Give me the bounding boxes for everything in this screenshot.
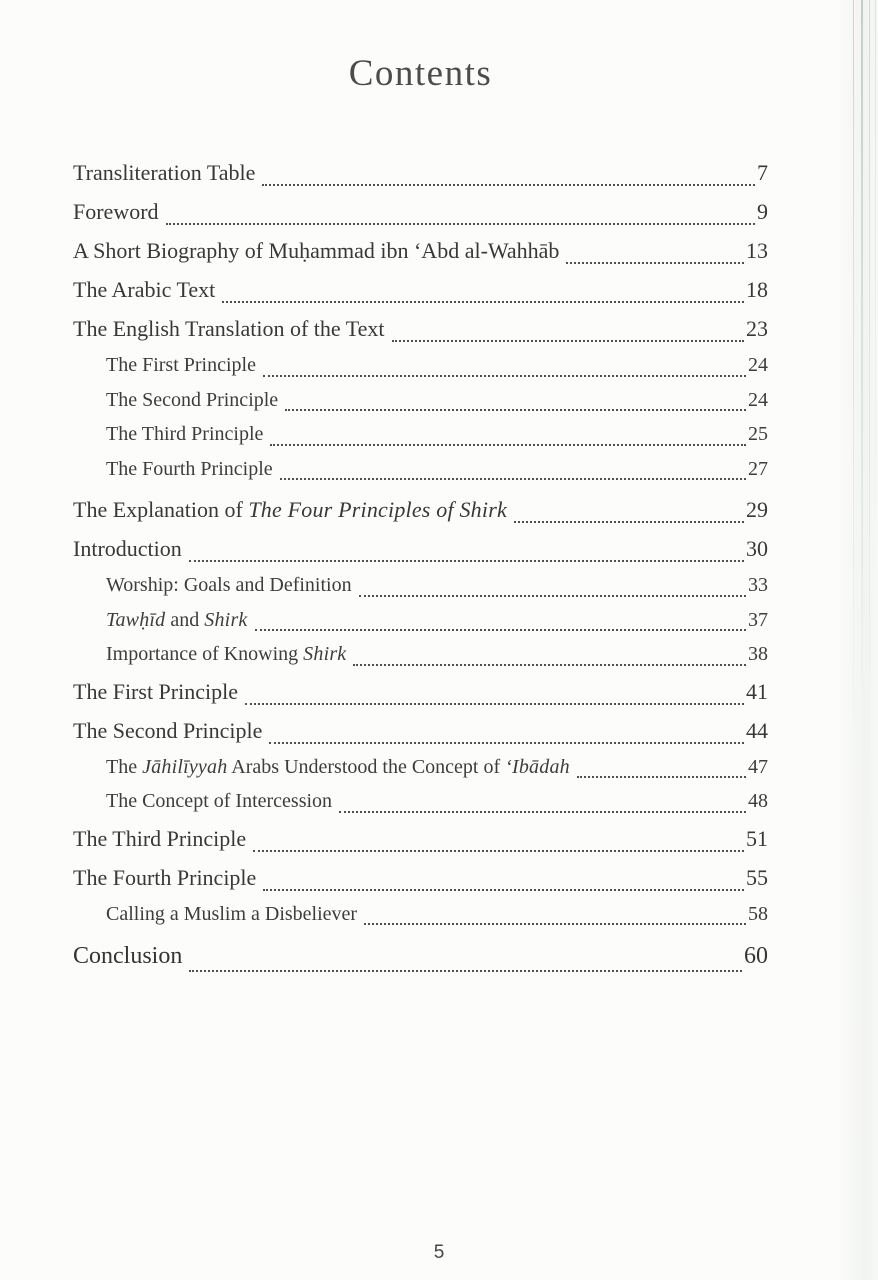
dot-leader: [566, 262, 744, 264]
toc-entry-page: 47: [748, 755, 768, 778]
dot-leader: [263, 375, 746, 377]
toc-entry-page: 29: [746, 497, 768, 522]
toc-entry-title: [73, 711, 262, 750]
toc-entry-page: 37: [748, 608, 768, 631]
toc-entry: [73, 750, 768, 785]
toc-entry-page: 27: [748, 457, 768, 480]
dot-leader: [339, 811, 746, 813]
toc-entry-title: [73, 231, 559, 270]
dot-leader: [253, 850, 744, 852]
page-edge-line: [875, 0, 876, 640]
toc-entry-title: [106, 784, 332, 819]
toc-entry-page: 24: [748, 388, 768, 411]
toc-title-segment: The Second Principle: [73, 717, 263, 743]
dot-leader: [353, 664, 746, 666]
toc-title-segment: and: [165, 608, 205, 631]
toc-entry: [73, 192, 768, 231]
toc-title-segment: The Third Principle: [106, 423, 264, 445]
toc-title-segment: Foreword: [73, 199, 159, 224]
toc-title-italic-segment: Jāhilīyyah: [142, 755, 228, 778]
toc-title-segment: The Fourth Principle: [106, 457, 273, 480]
page-edge-line: [869, 0, 871, 880]
toc-entry-title: [106, 383, 278, 418]
toc-entry: [73, 935, 768, 978]
dot-leader: [269, 742, 744, 744]
dot-leader: [270, 444, 746, 446]
toc-entry-page: 24: [748, 354, 768, 376]
dot-leader: [577, 776, 746, 778]
toc-entry: [73, 784, 768, 819]
toc-entry: [73, 153, 768, 192]
toc-title-italic-segment: Shirk: [303, 643, 347, 665]
toc-title-segment: The First Principle: [106, 354, 256, 376]
dot-leader: [245, 703, 744, 705]
toc-entry-page: 55: [746, 864, 768, 890]
toc-entry-title: [106, 637, 346, 672]
toc-entry: [73, 452, 768, 487]
toc-entry: [73, 417, 768, 452]
toc-entry: [73, 672, 768, 711]
dot-leader: [189, 970, 742, 972]
dot-leader: [255, 629, 747, 631]
toc-entry-title: [73, 192, 159, 231]
toc-entry: [73, 568, 768, 603]
toc-entry-title: [106, 348, 256, 383]
toc-title-segment: The Third Principle: [73, 825, 247, 851]
toc-title-segment: Introduction: [73, 536, 182, 561]
toc-entry-page: 38: [748, 643, 768, 665]
toc-title-italic-segment: The Four Principles of Shirk: [248, 497, 507, 522]
page-title: Contents: [348, 53, 493, 94]
toc-entry-title: [106, 417, 263, 452]
toc-entry-page: 51: [746, 825, 768, 851]
toc-entry-page: 48: [748, 790, 768, 812]
toc-entry-title: [106, 603, 248, 638]
toc-title-italic-segment: Shirk: [204, 608, 248, 631]
toc-title-segment: The Arabic Text: [73, 277, 216, 302]
toc-entry: [73, 270, 768, 309]
toc-title-segment: The First Principle: [73, 678, 238, 704]
toc-title-segment: A Short Biography of Muḥammad ibn ʻAbd al-Wahhāb: [73, 238, 560, 263]
toc-entry-page: 30: [746, 536, 768, 561]
toc-title-segment: The: [106, 755, 143, 778]
toc-entry-page: 25: [748, 423, 768, 445]
dot-leader: [359, 595, 746, 597]
toc-title-segment: Arabs Understood the Concept of: [227, 755, 506, 778]
toc-entry: [73, 490, 768, 529]
toc-entry-page: 18: [746, 277, 768, 302]
toc-entry-page: 9: [757, 199, 768, 224]
toc-entry-page: 23: [746, 316, 768, 341]
dot-leader: [263, 889, 744, 891]
toc-title-segment: The English Translation of the Text: [73, 316, 385, 341]
table-of-contents: [73, 153, 768, 978]
toc-entry-title: [73, 858, 256, 897]
toc-title-segment: Transliteration Table: [73, 160, 256, 185]
toc-entry-title: [73, 309, 385, 348]
toc-entry: [73, 309, 768, 348]
toc-title-italic-segment: Tawḥīd: [106, 608, 166, 631]
toc-entry-title: [73, 490, 507, 529]
toc-entry-title: [73, 819, 246, 858]
page-edge-line: [853, 0, 854, 820]
toc-title-segment: The Second Principle: [106, 388, 279, 411]
toc-entry-page: 44: [746, 717, 768, 743]
toc-entry-title: [106, 897, 357, 932]
toc-title-segment: Conclusion: [73, 943, 183, 969]
toc-entry-title: [106, 568, 352, 603]
dot-leader: [364, 923, 746, 925]
page-content: [73, 52, 768, 978]
toc-entry: [73, 348, 768, 383]
toc-entry-page: 7: [757, 160, 768, 185]
toc-entry: [73, 529, 768, 568]
toc-entry-page: 33: [748, 574, 768, 596]
toc-entry-page: 13: [746, 238, 768, 263]
toc-entry-title: [73, 529, 182, 568]
toc-entry: [73, 231, 768, 270]
toc-entry-title: [106, 452, 273, 487]
toc-title-italic-segment: ʻIbādah: [505, 755, 570, 778]
toc-entry-page: 41: [746, 678, 768, 704]
toc-entry-title: [73, 672, 238, 711]
page-edge-line: [861, 0, 863, 760]
toc-entry-title: [106, 750, 570, 785]
toc-entry: [73, 819, 768, 858]
toc-entry: [73, 603, 768, 638]
dot-leader: [189, 560, 744, 562]
toc-entry: [73, 858, 768, 897]
dot-leader: [514, 521, 744, 523]
toc-title-segment: Calling a Muslim a Disbeliever: [106, 902, 358, 925]
dot-leader: [392, 340, 744, 342]
toc-title-segment: Importance of Knowing: [106, 643, 304, 665]
toc-title-segment: Worship: Goals and Definition: [106, 574, 352, 596]
toc-title-segment: The Fourth Principle: [73, 864, 257, 890]
toc-title-segment: The Concept of Intercession: [106, 790, 333, 812]
dot-leader: [262, 184, 755, 186]
dot-leader: [285, 409, 746, 411]
toc-entry-title: [73, 153, 255, 192]
dot-leader: [166, 223, 755, 225]
toc-entry: [73, 897, 768, 932]
page-number: 5: [433, 1242, 445, 1263]
toc-entry: [73, 637, 768, 672]
dot-leader: [222, 301, 744, 303]
dot-leader: [280, 478, 746, 480]
toc-entry-page: 58: [748, 902, 768, 925]
toc-entry-title: [73, 270, 215, 309]
toc-entry: [73, 383, 768, 418]
toc-entry-page: 60: [744, 943, 768, 969]
toc-entry-title: [73, 935, 182, 978]
page-edge-shadow: [838, 0, 878, 1280]
toc-entry: [73, 711, 768, 750]
toc-title-segment: The Explanation of: [73, 497, 249, 522]
